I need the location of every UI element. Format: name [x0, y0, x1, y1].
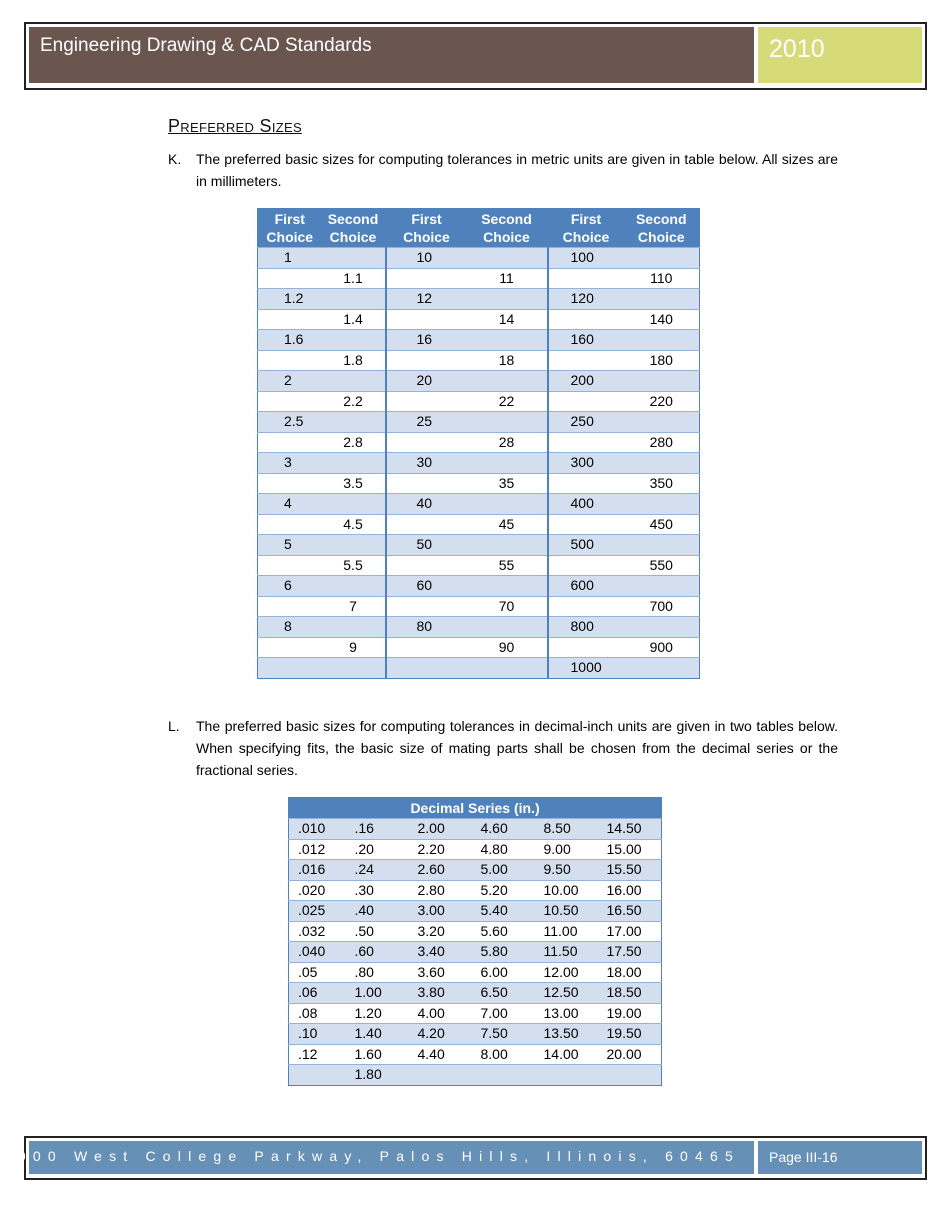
table-cell: [548, 350, 624, 371]
table-cell: [258, 555, 322, 576]
table-cell: 4.5: [322, 514, 386, 535]
table-cell: [322, 412, 386, 433]
table-cell: 6.50: [472, 983, 535, 1004]
table-cell: .10: [289, 1024, 346, 1045]
table-cell: 12.50: [535, 983, 598, 1004]
table-cell: 1.6: [258, 330, 322, 351]
table-cell: .08: [289, 1003, 346, 1024]
table-cell: 250: [548, 412, 624, 433]
table-cell: [322, 576, 386, 597]
header-title-bar: [29, 27, 754, 83]
table-cell: 30: [386, 453, 467, 474]
table-cell: 25: [386, 412, 467, 433]
table-cell: [548, 268, 624, 289]
table-cell: 16: [386, 330, 467, 351]
table-cell: 3.5: [322, 473, 386, 494]
table-cell: 3.80: [409, 983, 472, 1004]
table-row: [289, 1024, 662, 1045]
table-cell: 110: [624, 268, 700, 289]
table-cell: [624, 617, 700, 638]
metric-table-body: [258, 248, 700, 679]
document-year: 2010: [769, 35, 825, 63]
table-cell: [258, 350, 322, 371]
table-cell: [258, 432, 322, 453]
table-cell: 18.50: [598, 983, 662, 1004]
table-cell: [548, 555, 624, 576]
metric-header-cell: First Choice: [386, 209, 467, 248]
table-row: [258, 350, 700, 371]
table-cell: 220: [624, 391, 700, 412]
table-cell: [624, 453, 700, 474]
table-row: [258, 473, 700, 494]
table-cell: 20.00: [598, 1044, 662, 1065]
table-cell: 55: [467, 555, 548, 576]
table-cell: 1.1: [322, 268, 386, 289]
table-cell: [548, 596, 624, 617]
table-row: [289, 962, 662, 983]
table-cell: 3.20: [409, 921, 472, 942]
table-cell: [258, 309, 322, 330]
table-row: [289, 880, 662, 901]
table-cell: 16.00: [598, 880, 662, 901]
table-cell: [548, 309, 624, 330]
table-cell: .012: [289, 839, 346, 860]
table-row: [258, 391, 700, 412]
table-cell: [598, 1065, 662, 1086]
table-cell: .16: [346, 819, 409, 840]
table-cell: [548, 514, 624, 535]
table-row: [289, 819, 662, 840]
table-cell: 4.80: [472, 839, 535, 860]
table-cell: 450: [624, 514, 700, 535]
table-cell: 20: [386, 371, 467, 392]
table-row: [289, 1065, 662, 1086]
table-cell: 6: [258, 576, 322, 597]
table-cell: [624, 535, 700, 556]
table-cell: 120: [548, 289, 624, 310]
table-cell: 18.00: [598, 962, 662, 983]
table-row: [258, 330, 700, 351]
metric-header-cell: Second Choice: [322, 209, 386, 248]
table-cell: [535, 1065, 598, 1086]
table-cell: [386, 514, 467, 535]
table-cell: 5: [258, 535, 322, 556]
table-cell: 300: [548, 453, 624, 474]
table-cell: 19.00: [598, 1003, 662, 1024]
table-cell: 13.50: [535, 1024, 598, 1045]
footer-address: 9000 West College Parkway, Palos Hills, Illinois, 60465: [2, 1148, 740, 1164]
paragraph-l: [168, 715, 838, 781]
table-row: [258, 576, 700, 597]
table-row: [258, 309, 700, 330]
table-cell: 5.80: [472, 942, 535, 963]
table-row: [289, 921, 662, 942]
table-cell: 22: [467, 391, 548, 412]
table-row: [258, 432, 700, 453]
table-cell: 1.00: [346, 983, 409, 1004]
table-cell: 2.8: [322, 432, 386, 453]
table-cell: 18: [467, 350, 548, 371]
table-row: [258, 453, 700, 474]
table-row: [289, 901, 662, 922]
table-cell: 550: [624, 555, 700, 576]
decimal-table-body: [289, 819, 662, 1086]
table-cell: 9.00: [535, 839, 598, 860]
table-cell: 3.60: [409, 962, 472, 983]
paragraph-k-label: K.: [168, 151, 182, 167]
table-cell: 7: [322, 596, 386, 617]
table-cell: [322, 289, 386, 310]
paragraph-l-label: L.: [168, 718, 180, 734]
table-cell: .80: [346, 962, 409, 983]
table-cell: 2.00: [409, 819, 472, 840]
page-number: Page III-16: [769, 1149, 838, 1165]
table-cell: 800: [548, 617, 624, 638]
metric-sizes-table: [257, 208, 700, 679]
decimal-table-title: Decimal Series (in.): [289, 798, 662, 819]
table-row: [289, 839, 662, 860]
table-row: [289, 1003, 662, 1024]
footer-page-bar: [758, 1141, 922, 1174]
table-cell: [467, 289, 548, 310]
table-row: [258, 371, 700, 392]
table-cell: 2.20: [409, 839, 472, 860]
table-cell: [258, 514, 322, 535]
table-cell: 5.40: [472, 901, 535, 922]
table-cell: .016: [289, 860, 346, 881]
table-cell: 4.60: [472, 819, 535, 840]
table-cell: 3: [258, 453, 322, 474]
table-cell: [624, 289, 700, 310]
table-cell: 1: [258, 248, 322, 269]
table-cell: 10: [386, 248, 467, 269]
table-cell: [467, 576, 548, 597]
table-cell: [258, 596, 322, 617]
table-cell: [258, 391, 322, 412]
table-cell: 2.60: [409, 860, 472, 881]
table-cell: 10.50: [535, 901, 598, 922]
table-cell: 12.00: [535, 962, 598, 983]
paragraph-k: [168, 148, 838, 192]
table-cell: 9: [322, 637, 386, 658]
table-cell: 28: [467, 432, 548, 453]
table-cell: 17.00: [598, 921, 662, 942]
table-cell: [386, 473, 467, 494]
table-cell: 6.00: [472, 962, 535, 983]
table-cell: 13.00: [535, 1003, 598, 1024]
table-cell: [386, 637, 467, 658]
table-cell: 200: [548, 371, 624, 392]
table-cell: 2: [258, 371, 322, 392]
table-cell: [467, 535, 548, 556]
table-cell: [472, 1065, 535, 1086]
table-cell: [624, 330, 700, 351]
table-cell: 500: [548, 535, 624, 556]
table-cell: [624, 576, 700, 597]
table-cell: 19.50: [598, 1024, 662, 1045]
table-cell: 10.00: [535, 880, 598, 901]
metric-table-header: [258, 209, 700, 248]
table-cell: .040: [289, 942, 346, 963]
section-heading: Preferred Sizes: [168, 116, 302, 136]
table-cell: 1.80: [346, 1065, 409, 1086]
table-cell: [386, 268, 467, 289]
table-cell: 1.20: [346, 1003, 409, 1024]
table-cell: .24: [346, 860, 409, 881]
table-cell: 140: [624, 309, 700, 330]
table-cell: .05: [289, 962, 346, 983]
table-cell: 70: [467, 596, 548, 617]
table-cell: 5.60: [472, 921, 535, 942]
table-cell: 17.50: [598, 942, 662, 963]
table-cell: 5.20: [472, 880, 535, 901]
table-cell: [467, 371, 548, 392]
table-cell: 15.50: [598, 860, 662, 881]
decimal-series-table: [288, 797, 662, 1086]
table-cell: 8: [258, 617, 322, 638]
table-row: [289, 1044, 662, 1065]
table-cell: [624, 658, 700, 679]
table-cell: .12: [289, 1044, 346, 1065]
table-cell: 350: [624, 473, 700, 494]
table-cell: 180: [624, 350, 700, 371]
table-cell: 14: [467, 309, 548, 330]
table-cell: .50: [346, 921, 409, 942]
table-cell: 11.00: [535, 921, 598, 942]
table-cell: 100: [548, 248, 624, 269]
table-cell: [322, 248, 386, 269]
table-cell: 1.4: [322, 309, 386, 330]
table-cell: .40: [346, 901, 409, 922]
table-cell: .60: [346, 942, 409, 963]
table-cell: [322, 658, 386, 679]
table-cell: [386, 432, 467, 453]
table-cell: 35: [467, 473, 548, 494]
table-cell: [322, 453, 386, 474]
table-cell: [624, 494, 700, 515]
table-cell: 1.40: [346, 1024, 409, 1045]
table-cell: 16.50: [598, 901, 662, 922]
table-row: [258, 658, 700, 679]
table-cell: 14.50: [598, 819, 662, 840]
table-cell: 4.20: [409, 1024, 472, 1045]
table-cell: [289, 1065, 346, 1086]
table-row: [258, 535, 700, 556]
table-cell: [467, 494, 548, 515]
table-cell: [386, 350, 467, 371]
table-cell: [624, 371, 700, 392]
metric-header-cell: Second Choice: [467, 209, 548, 248]
table-cell: [467, 453, 548, 474]
table-cell: .30: [346, 880, 409, 901]
table-row: [258, 514, 700, 535]
table-cell: [386, 658, 467, 679]
table-row: [258, 289, 700, 310]
table-cell: [467, 658, 548, 679]
table-row: [258, 637, 700, 658]
table-cell: 280: [624, 432, 700, 453]
table-cell: 5.00: [472, 860, 535, 881]
table-cell: [322, 617, 386, 638]
table-cell: 2.5: [258, 412, 322, 433]
table-cell: [467, 412, 548, 433]
table-cell: 14.00: [535, 1044, 598, 1065]
table-cell: 1.2: [258, 289, 322, 310]
metric-header-cell: Second Choice: [624, 209, 700, 248]
table-cell: 40: [386, 494, 467, 515]
table-cell: 1000: [548, 658, 624, 679]
table-cell: .020: [289, 880, 346, 901]
table-cell: 3.00: [409, 901, 472, 922]
table-cell: 80: [386, 617, 467, 638]
table-row: [289, 860, 662, 881]
table-cell: [386, 596, 467, 617]
table-row: [258, 268, 700, 289]
table-cell: 160: [548, 330, 624, 351]
table-cell: 7.50: [472, 1024, 535, 1045]
metric-header-cell: First Choice: [548, 209, 624, 248]
table-cell: 2.2: [322, 391, 386, 412]
table-cell: [386, 309, 467, 330]
table-cell: .010: [289, 819, 346, 840]
table-cell: [467, 330, 548, 351]
table-cell: [322, 535, 386, 556]
table-cell: 50: [386, 535, 467, 556]
table-row: [258, 555, 700, 576]
table-cell: [322, 494, 386, 515]
table-cell: 2.80: [409, 880, 472, 901]
footer-address-bar: [2, 1141, 754, 1174]
document-title: Engineering Drawing & CAD Standards: [40, 35, 372, 56]
table-cell: .06: [289, 983, 346, 1004]
paragraph-l-text: The preferred basic sizes for computing tolerances in decimal-inch units are given in two tables below. When specifying fits, the basic size of mating parts shall be chosen from the decimal series or the fractional series.: [196, 718, 838, 778]
table-cell: [258, 268, 322, 289]
table-row: [258, 412, 700, 433]
table-cell: 4.00: [409, 1003, 472, 1024]
table-cell: 11.50: [535, 942, 598, 963]
table-cell: 8.50: [535, 819, 598, 840]
table-row: [258, 248, 700, 269]
table-cell: 90: [467, 637, 548, 658]
table-cell: [258, 658, 322, 679]
table-cell: 700: [624, 596, 700, 617]
table-cell: 11: [467, 268, 548, 289]
table-cell: [322, 330, 386, 351]
table-cell: [322, 371, 386, 392]
table-cell: [548, 637, 624, 658]
table-cell: [386, 391, 467, 412]
table-cell: [467, 248, 548, 269]
table-row: [258, 617, 700, 638]
table-cell: 12: [386, 289, 467, 310]
table-cell: 400: [548, 494, 624, 515]
paragraph-k-text: The preferred basic sizes for computing tolerances in metric units are given in table below. All sizes are in millimeters.: [196, 151, 838, 189]
table-cell: .20: [346, 839, 409, 860]
table-cell: [409, 1065, 472, 1086]
table-cell: 3.40: [409, 942, 472, 963]
table-row: [258, 494, 700, 515]
table-cell: 4: [258, 494, 322, 515]
table-row: [289, 983, 662, 1004]
table-cell: 1.8: [322, 350, 386, 371]
table-row: [289, 942, 662, 963]
table-cell: 1.60: [346, 1044, 409, 1065]
table-cell: [548, 391, 624, 412]
table-cell: [467, 617, 548, 638]
table-cell: .032: [289, 921, 346, 942]
table-cell: 8.00: [472, 1044, 535, 1065]
table-cell: 60: [386, 576, 467, 597]
decimal-table-header: [289, 798, 662, 819]
table-cell: 600: [548, 576, 624, 597]
table-cell: [386, 555, 467, 576]
table-cell: 45: [467, 514, 548, 535]
table-cell: 900: [624, 637, 700, 658]
table-cell: 15.00: [598, 839, 662, 860]
header-year-bar: [758, 27, 922, 83]
table-cell: [548, 473, 624, 494]
table-cell: .025: [289, 901, 346, 922]
metric-header-cell: First Choice: [258, 209, 322, 248]
table-cell: 7.00: [472, 1003, 535, 1024]
table-cell: [624, 412, 700, 433]
table-cell: [624, 248, 700, 269]
table-cell: [258, 473, 322, 494]
table-cell: 5.5: [322, 555, 386, 576]
table-row: [258, 596, 700, 617]
table-cell: [548, 432, 624, 453]
table-cell: 4.40: [409, 1044, 472, 1065]
table-cell: 9.50: [535, 860, 598, 881]
table-cell: [258, 637, 322, 658]
